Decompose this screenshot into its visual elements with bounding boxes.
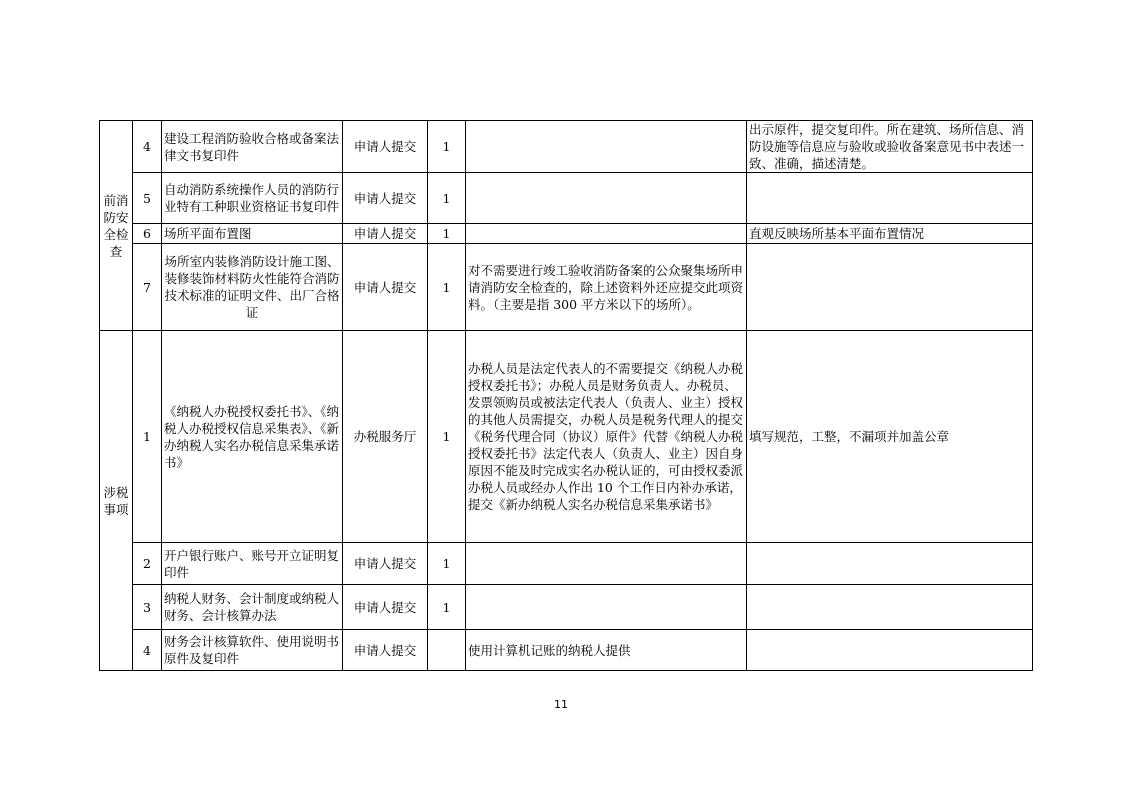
material-notes [466,121,747,173]
material-notes [466,585,747,630]
material-notes [466,543,747,585]
table-row [100,543,1033,585]
page-number: 11 [554,698,568,711]
row-number: 4 [133,121,162,173]
copy-count: 1 [428,121,466,173]
table-row [100,173,1033,224]
table-row [100,585,1033,630]
material-name: 《纳税人办税授权委托书》、《纳税人办税授权信息采集表》、《新办纳税人实名办税信息采集承诺书》 [162,331,343,543]
material-source: 申请人提交 [343,121,428,173]
material-notes [466,173,747,224]
material-source: 申请人提交 [343,543,428,585]
material-name: 开户银行账户、账号开立证明复印件 [162,543,343,585]
row-number: 1 [133,331,162,543]
material-source: 申请人提交 [343,173,428,224]
table-row [100,121,1033,173]
material-notes: 使用计算机记账的纳税人提供 [466,630,747,671]
copy-count: 1 [428,224,466,244]
row-number: 2 [133,543,162,585]
material-requirement: 填写规范，工整，不漏项并加盖公章 [747,331,1033,543]
row-number: 4 [133,630,162,671]
table-row [100,331,1033,543]
material-source: 申请人提交 [343,630,428,671]
material-source: 申请人提交 [343,224,428,244]
table-row [100,244,1033,331]
material-requirement: 出示原件，提交复印件。所在建筑、场所信息、消防设施等信息应与验收或验收备案意见书中表述一致、准确，描述清楚。 [747,121,1033,173]
copy-count: 1 [428,585,466,630]
copy-count: 1 [428,173,466,224]
row-number: 3 [133,585,162,630]
table-row [100,224,1033,244]
material-requirement [747,173,1033,224]
copy-count: 1 [428,543,466,585]
copy-count: 1 [428,331,466,543]
material-requirement [747,543,1033,585]
section-label-fire-safety: 前消防安全检查 [100,121,133,331]
material-name: 场所室内装修消防设计施工图、装修装饰材料防火性能符合消防技术标准的证明文件、出厂合格证 [162,244,343,331]
row-number: 6 [133,224,162,244]
copy-count [428,630,466,671]
material-name: 财务会计核算软件、使用说明书原件及复印件 [162,630,343,671]
table-row [100,630,1033,671]
row-number: 7 [133,244,162,331]
requirements-table [99,120,1033,671]
material-name: 纳税人财务、会计制度或纳税人财务、会计核算办法 [162,585,343,630]
material-requirement [747,585,1033,630]
material-source: 申请人提交 [343,244,428,331]
material-name: 建设工程消防验收合格或备案法律文书复印件 [162,121,343,173]
section-label-tax: 涉税事项 [100,331,133,671]
material-notes: 办税人员是法定代表人的不需要提交《纳税人办税授权委托书》；办税人员是财务负责人、办税员、发票领购员或被法定代表人（负责人、业主）授权的其他人员需提交，办税人员是税务代理人的提交《税务代理合同（协议）原件》代替《纳税人办税授权委托书》法定代表人（负责人、业主）因自身原因不能及时完成实名办税认证的，可由授权委派办税人员或经办人作出 10 个工作日内补办承诺，提交《新办纳税人实名办税信息采集承诺书》 [466,331,747,543]
material-name: 场所平面布置图 [162,224,343,244]
material-requirement [747,630,1033,671]
row-number: 5 [133,173,162,224]
material-requirement: 直观反映场所基本平面布置情况 [747,224,1033,244]
material-name: 自动消防系统操作人员的消防行业特有工种职业资格证书复印件 [162,173,343,224]
material-source: 办税服务厅 [343,331,428,543]
material-source: 申请人提交 [343,585,428,630]
material-notes: 对不需要进行竣工验收消防备案的公众聚集场所申请消防安全检查的，除上述资料外还应提交此项资料。（主要是指 300 平方米以下的场所）。 [466,244,747,331]
material-requirement [747,244,1033,331]
copy-count: 1 [428,244,466,331]
material-notes [466,224,747,244]
